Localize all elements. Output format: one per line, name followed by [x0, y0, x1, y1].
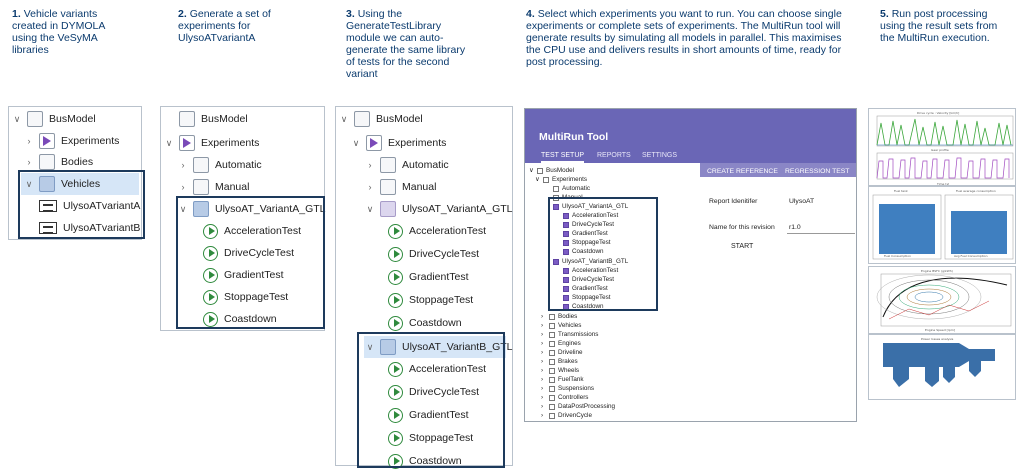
- chevron-down-icon[interactable]: ∨: [529, 167, 534, 174]
- mr-pkg-driveline[interactable]: › Driveline: [541, 349, 583, 356]
- mr-test-b-4[interactable]: Coastdown: [563, 302, 604, 311]
- chevron-down-icon[interactable]: ∨: [366, 341, 374, 352]
- mr-pkg-wheels[interactable]: › Wheels: [541, 367, 579, 374]
- checkbox[interactable]: [549, 359, 555, 365]
- chevron-down-icon[interactable]: ∨: [535, 176, 540, 183]
- mr-pkg-vehicles[interactable]: › Vehicles: [541, 322, 582, 329]
- test-gradient-a[interactable]: GradientTest: [386, 267, 469, 287]
- checkbox[interactable]: [549, 413, 555, 419]
- highlight-box-variant-a: [176, 196, 325, 329]
- chevron-down-icon[interactable]: ∨: [13, 113, 21, 124]
- report-identifier-label: Report Idenitifer: [709, 198, 758, 205]
- chart-title-gear: Gear profile: [931, 148, 949, 152]
- subtab-create-reference[interactable]: CREATE REFERENCE: [707, 168, 778, 175]
- step-3-caption: 3. Using the GenerateTestLibrary module we can auto- generate the same library of tests for the second variant: [346, 8, 466, 80]
- tree-node-experiments[interactable]: › Experiments: [23, 131, 119, 151]
- revision-name-field[interactable]: r1.0: [789, 224, 801, 231]
- mr-test-b-3[interactable]: StoppageTest: [563, 293, 611, 302]
- package-icon: [27, 111, 43, 127]
- test-drive-cycle-b[interactable]: DriveCycleTest: [386, 382, 479, 402]
- package-icon: [39, 154, 55, 170]
- results-plot-power-losses: [868, 334, 1016, 400]
- power-losses-sankey: [869, 335, 1016, 400]
- chevron-right-icon[interactable]: ›: [27, 136, 31, 146]
- highlight-box-vehicles: [18, 170, 145, 239]
- sankey-branch: [925, 367, 939, 387]
- chevron-right-icon[interactable]: ›: [368, 160, 372, 170]
- fuel-chart: [869, 187, 1016, 264]
- chevron-down-icon[interactable]: ∨: [25, 178, 33, 189]
- bsfc-map-chart: [869, 267, 1016, 334]
- tree-node-vehicles[interactable]: ∨ Vehicles: [23, 174, 100, 194]
- mr-test-a-3[interactable]: StoppageTest: [563, 238, 611, 247]
- checkbox[interactable]: [553, 186, 559, 192]
- test-coastdown-a[interactable]: Coastdown: [386, 313, 462, 333]
- checkbox[interactable]: [549, 404, 555, 410]
- test-drive-cycle-a[interactable]: DriveCycleTest: [386, 244, 479, 264]
- play-test-icon: [388, 316, 403, 331]
- highlight-box-selected-tests: [548, 197, 658, 311]
- experiment-icon: [366, 135, 382, 151]
- mr-pkg-brakes[interactable]: › Brakes: [541, 358, 578, 365]
- mr-node-automatic[interactable]: Automatic: [545, 184, 590, 193]
- checkbox[interactable]: [549, 323, 555, 329]
- checkbox[interactable]: [549, 377, 555, 383]
- sankey-branch: [969, 361, 981, 377]
- tree-node-manual[interactable]: › Manual: [177, 177, 249, 197]
- results-plot-fuel: [868, 186, 1016, 264]
- tree-node-experiments[interactable]: ∨ Experiments: [163, 133, 259, 153]
- step-1-caption: 1. Vehicle variants created in DYMOLA using the VeSyMA libraries: [12, 8, 106, 56]
- chevron-right-icon[interactable]: ›: [27, 157, 31, 167]
- checkbox[interactable]: [549, 332, 555, 338]
- checkbox[interactable]: [549, 395, 555, 401]
- tab-settings[interactable]: SETTINGS: [642, 152, 678, 159]
- chart-x-label-speed: Engine Speed [rpm]: [925, 328, 955, 332]
- mr-node-busmodel[interactable]: ∨ BusModel: [529, 167, 575, 174]
- tree-node-variant-a-gtl[interactable]: ∨ UlysoAT_VariantA_GTL: [364, 199, 513, 219]
- package-icon: [380, 201, 396, 217]
- chevron-right-icon[interactable]: ›: [368, 182, 372, 192]
- test-acceleration-b[interactable]: AccelerationTest: [386, 359, 486, 379]
- test-stoppage-b[interactable]: StoppageTest: [386, 428, 473, 448]
- tree-node-busmodel[interactable]: ∨ BusModel: [338, 109, 423, 129]
- chart-title-power-losses: Power losses analysis: [921, 337, 954, 341]
- checkbox[interactable]: [549, 368, 555, 374]
- test-drive-cycle[interactable]: DriveCycleTest: [201, 243, 294, 263]
- mr-test-a-4[interactable]: Coastdown: [563, 247, 604, 256]
- highlight-box-variant-b: [357, 332, 505, 468]
- fuel-bar-a-label: Fuel Consumption: [884, 254, 911, 258]
- subtab-regression-test[interactable]: REGRESSION TEST: [785, 168, 850, 175]
- step-2-caption: 2. Generate a set of experiments for UlysoATvariantA: [178, 8, 271, 44]
- mr-test-a-0[interactable]: AccelerationTest: [563, 211, 618, 220]
- mr-pkg-transmissions[interactable]: › Transmissions: [541, 331, 599, 338]
- report-identifier-field[interactable]: UlysoAT: [789, 198, 815, 205]
- checkbox[interactable]: [543, 177, 549, 183]
- fuel-bar-a: [879, 204, 935, 254]
- mr-test-a-1[interactable]: DriveCycleTest: [563, 220, 614, 229]
- mr-node-experiments[interactable]: ∨ Experiments: [535, 176, 587, 183]
- step-5-caption: 5. Run post processing using the result sets from the MultiRun execution.: [880, 8, 998, 44]
- checkbox[interactable]: [549, 314, 555, 320]
- mr-test-b-1[interactable]: DriveCycleTest: [563, 275, 614, 284]
- package-icon: [380, 157, 396, 173]
- checkbox[interactable]: [549, 350, 555, 356]
- experiment-icon: [179, 135, 195, 151]
- chart-title-velocity: Drive cycle : Velocity [km/h]: [917, 111, 960, 115]
- fuel-bar-b: [951, 211, 1007, 254]
- play-test-icon: [388, 270, 403, 285]
- package-icon: [179, 111, 195, 127]
- sankey-branch: [943, 367, 955, 383]
- play-test-icon: [388, 247, 403, 262]
- test-coastdown-b[interactable]: Coastdown: [386, 451, 462, 471]
- test-gradient[interactable]: GradientTest: [201, 265, 284, 285]
- package-icon: [354, 111, 370, 127]
- package-icon: [380, 179, 396, 195]
- multirun-title: MultiRun Tool: [539, 131, 609, 143]
- mr-node-variant-a[interactable]: UlysoAT_VariantA_GTL: [553, 202, 628, 211]
- mr-pkg-bodies[interactable]: › Bodies: [541, 313, 578, 320]
- mr-pkg-drivencycle[interactable]: › DrivenCycle: [541, 412, 592, 419]
- chart-x-label: Time [s]: [937, 182, 950, 186]
- results-plot-bsfc: [868, 266, 1016, 334]
- tree-node-automatic[interactable]: › Automatic: [364, 155, 449, 175]
- test-acceleration[interactable]: AccelerationTest: [201, 221, 301, 241]
- tree-node-bodies[interactable]: › Bodies: [23, 152, 93, 172]
- tab-test-setup[interactable]: TEST SETUP: [541, 152, 584, 163]
- checkbox[interactable]: [537, 168, 543, 174]
- tree-node-variant-b[interactable]: UlysoATvariantB: [33, 218, 140, 238]
- tree-node-busmodel[interactable]: BusModel: [175, 109, 248, 129]
- play-test-icon: [388, 224, 403, 239]
- tree-node-variant-a-gtl[interactable]: ∨ UlysoAT_VariantA_GTL: [177, 199, 326, 219]
- chevron-down-icon[interactable]: ∨: [179, 203, 187, 214]
- chevron-down-icon[interactable]: ∨: [165, 137, 173, 148]
- tab-reports[interactable]: REPORTS: [597, 152, 631, 159]
- chevron-right-icon[interactable]: ›: [181, 160, 185, 170]
- chart-title-bsfc: Engine BSFC (g/kWh): [921, 269, 953, 273]
- step-4-caption: 4. Select which experiments you want to run. You can choose single experiments or complete sets of experiments. The MultiRun tool will generate results by simulating all models in parallel. This maximises the CPU use and delivers results in short amounts of time, ready for post processing.: [526, 8, 842, 68]
- drive-cycle-chart: [869, 109, 1016, 186]
- revision-field-underline: [787, 233, 855, 234]
- mr-pkg-fueltank[interactable]: › FuelTank: [541, 376, 584, 383]
- tree-node-experiments[interactable]: ∨ Experiments: [350, 133, 446, 153]
- experiment-icon: [39, 133, 55, 149]
- tree-node-manual[interactable]: › Manual: [364, 177, 436, 197]
- mr-node-variant-b[interactable]: UlysoAT_VariantB_GTL: [553, 257, 628, 266]
- play-test-icon: [388, 293, 403, 308]
- results-plot-drive-cycle: [868, 108, 1016, 186]
- revision-name-label: Name for this revision: [709, 224, 775, 231]
- chevron-down-icon[interactable]: ∨: [352, 137, 360, 148]
- mr-test-b-0[interactable]: AccelerationTest: [563, 266, 618, 275]
- mr-pkg-suspensions[interactable]: › Suspensions: [541, 385, 595, 392]
- test-gradient-b[interactable]: GradientTest: [386, 405, 469, 425]
- test-stoppage-a[interactable]: StoppageTest: [386, 290, 473, 310]
- chart-title-fuel-consumption: Fuel average consumption: [956, 189, 996, 193]
- chevron-down-icon[interactable]: ∨: [366, 203, 374, 214]
- chevron-down-icon[interactable]: ∨: [340, 113, 348, 124]
- package-icon: [193, 157, 209, 173]
- test-stoppage[interactable]: StoppageTest: [201, 287, 288, 307]
- start-button[interactable]: START: [731, 243, 754, 250]
- mr-pkg-engines[interactable]: › Engines: [541, 340, 581, 347]
- mr-test-b-2[interactable]: GradientTest: [563, 284, 608, 293]
- package-icon: [193, 179, 209, 195]
- chevron-right-icon[interactable]: ›: [181, 182, 185, 192]
- mr-node-manual[interactable]: Manual: [545, 193, 583, 202]
- checkbox[interactable]: [549, 341, 555, 347]
- tree-node-busmodel[interactable]: ∨ BusModel: [11, 109, 96, 129]
- test-coastdown[interactable]: Coastdown: [201, 309, 277, 329]
- checkbox[interactable]: [549, 386, 555, 392]
- chart-title-fuel-tank: Fuel tank: [894, 189, 908, 193]
- test-acceleration-a[interactable]: AccelerationTest: [386, 221, 486, 241]
- tree-node-automatic[interactable]: › Automatic: [177, 155, 262, 175]
- tree-node-variant-b-gtl[interactable]: ∨ UlysoAT_VariantB_GTL: [364, 337, 513, 357]
- mr-pkg-controllers[interactable]: › Controllers: [541, 394, 589, 401]
- mr-test-a-2[interactable]: GradientTest: [563, 229, 608, 238]
- fuel-bar-b-label: Avg Fuel Consumption: [954, 254, 988, 258]
- tree-node-variant-a[interactable]: UlysoATvariantA: [33, 196, 140, 216]
- mr-pkg-datapostprocessing[interactable]: › DataPostProcessing: [541, 403, 616, 410]
